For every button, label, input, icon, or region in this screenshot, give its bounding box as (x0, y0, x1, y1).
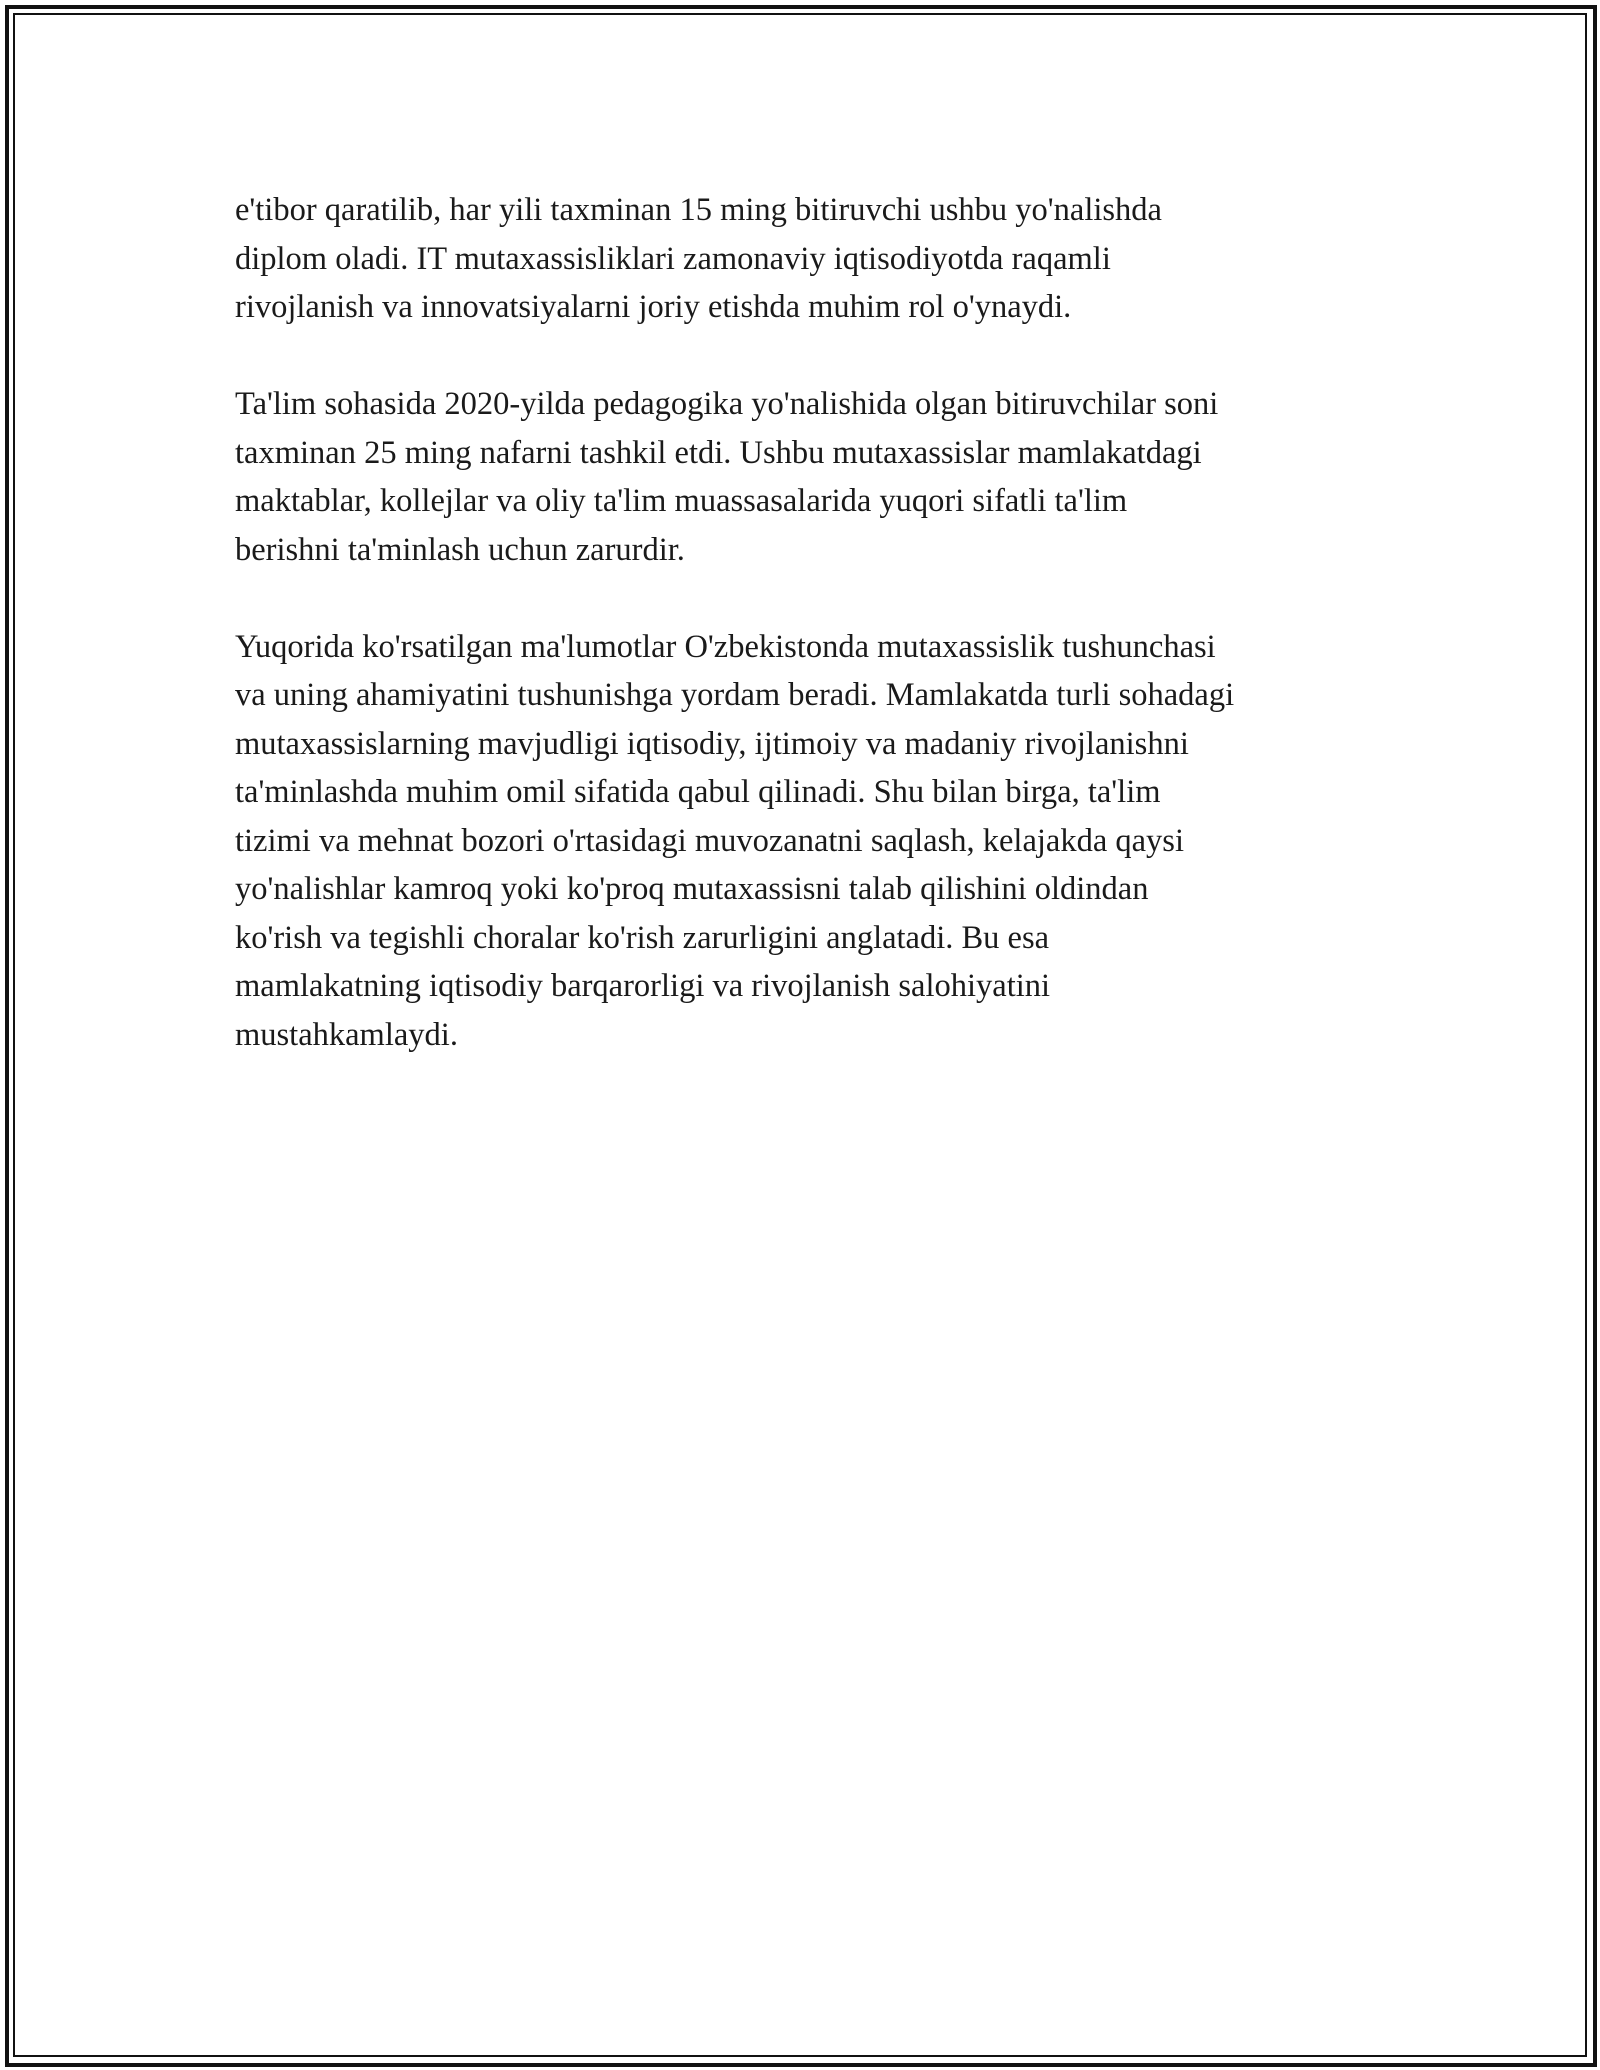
paragraph-it-graduates: e'tibor qaratilib, har yili taxminan 15 ming bitiruvchi ushbu yo'nalishda diplom oladi. IT mutaxassisliklari zamonaviy iqtisodiyotda raqamli rivojlanish va innovatsiyalarni joriy etishda muhim rol o'ynaydi. (235, 192, 1162, 325)
paragraph-pedagogy-graduates: Ta'lim sohasida 2020-yilda pedagogika yo'nalishida olgan bitiruvchilar soni taxminan 25 ming nafarni tashkil etdi. Ushbu mutaxassislar mamlakatdagi maktablar, kollejlar va oliy ta'lim muassasalarida yuqori sifatli ta'lim berishni ta'minlash uchun zarurdir. (235, 386, 1219, 568)
document-body (235, 186, 1375, 1108)
paragraph-conclusion: Yuqorida ko'rsatilgan ma'lumotlar O'zbekistonda mutaxassislik tushunchasi va uning ahamiyatini tushunishga yordam beradi. Mamlakatda turli sohadagi mutaxassislarning mavjudligi iqtisodiy, ijtimoiy va madaniy rivojlanishni ta'minlashda muhim omil sifatida qabul qilinadi. Shu bilan birga, ta'lim tizimi va mehnat bozori o'rtasidagi muvozanatni saqlash, kelajakda qaysi yo'nalishlar kamroq yoki ko'proq mutaxassisni talab qilishini oldindan ko'rish va tegishli choralar ko'rish zarurligini anglatadi. Bu esa mamlakatning iqtisodiy barqarorligi va rivojlanish salohiyatini mustahkamlaydi. (235, 628, 1235, 1053)
